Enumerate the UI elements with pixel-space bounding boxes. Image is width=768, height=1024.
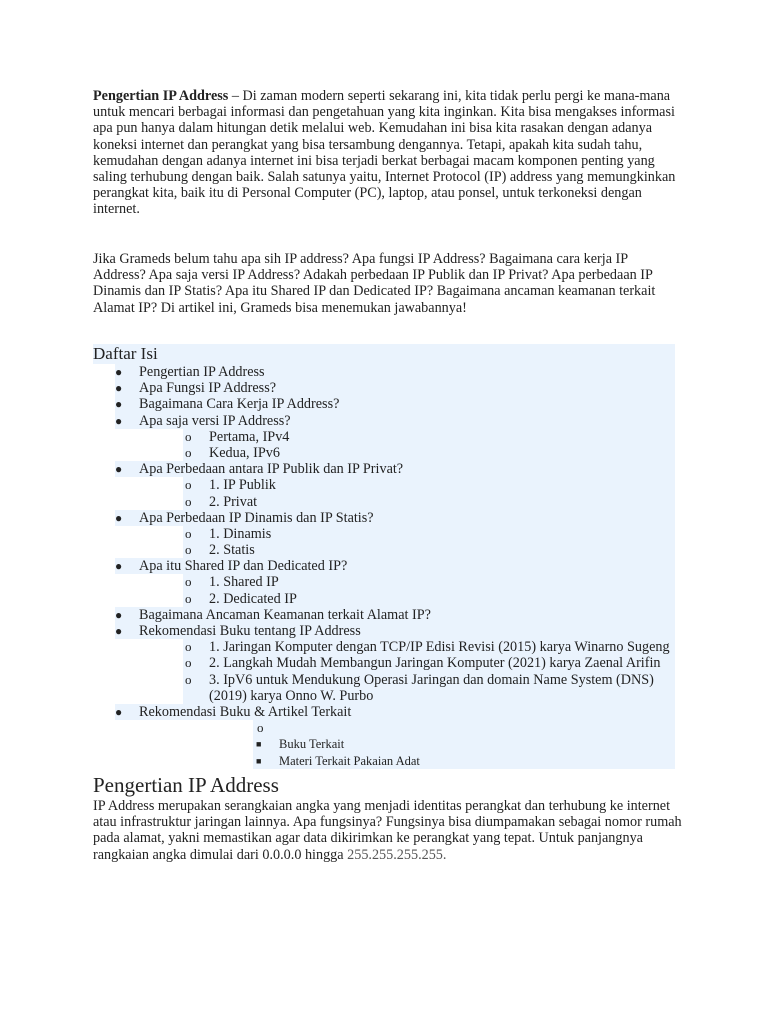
section-body-text: IP Address merupakan serangkaian angka yang menjadi identitas perangkat dan terhubung ke internet atau infrastruktur jaringan lainnya. Apa fungsinya? Fungsinya bisa diumpamakan sebagai nomor rumah pada alamat, yakni memastikan agar data dikirimkan ke perangkat yang tepat. Untuk panjangnya rangkaian angka dimulai dari 0.0.0.0 hingga — [93, 798, 682, 863]
toc-item-label: 2. Statis — [209, 542, 255, 559]
section-body — [93, 798, 683, 863]
square-bullet-icon: ■ — [256, 739, 262, 750]
toc-item-label: Bagaimana Cara Kerja IP Address? — [139, 396, 340, 413]
circle-bullet-icon: o — [185, 590, 192, 606]
toc-item[interactable] — [93, 720, 675, 736]
toc-item[interactable] — [93, 591, 675, 607]
toc-title: Daftar Isi — [93, 344, 675, 364]
bullet-icon: ● — [115, 624, 123, 638]
intro-paragraph — [93, 88, 683, 218]
toc-item-label: 3. IpV6 untuk Mendukung Operasi Jaringan dan domain Name System (DNS) (2019) karya Onno W. Purbo — [209, 671, 654, 704]
table-of-contents — [93, 344, 675, 769]
toc-item-label: 1. IP Publik — [209, 477, 276, 494]
toc-item-label: Apa Perbedaan antara IP Publik dan IP Privat? — [139, 461, 404, 478]
bullet-icon: ● — [115, 381, 123, 396]
toc-item-label: 1. Jaringan Komputer dengan TCP/IP Edisi Revisi (2015) karya Winarno Sugeng — [209, 639, 670, 656]
toc-item[interactable] — [93, 429, 675, 445]
toc-item-label: 1. Dinamis — [209, 525, 272, 542]
intro-text: Di zaman modern seperti sekarang ini, kita tidak perlu pergi ke mana-mana untuk mencari berbagai informasi dan pengetahuan yang kita inginkan. Kita bisa mengakses informasi apa pun hanya dalam hitungan detik melalui web. Kemudahan ini bisa kita rasakan dengan adanya koneksi internet dan perangkat yang bisa tersambung dengannya. Tetapi, apakah kita sudah tahu, kemudahan dengan adanya internet ini bisa terjadi berkat berbagai macam komponen penting yang saling terhubung dengan baik. Salah satunya yaitu, Internet Protocol (IP) address yang memungkinkan perangkat kita, baik itu di Personal Computer (PC), laptop, atau ponsel, untuk terkoneksi dengan internet. — [93, 88, 676, 218]
toc-item[interactable] — [93, 542, 675, 558]
circle-bullet-icon: o — [185, 671, 192, 687]
toc-item[interactable] — [93, 574, 675, 590]
bullet-icon: ● — [115, 510, 123, 525]
toc-item[interactable] — [93, 736, 675, 752]
toc-item[interactable] — [93, 623, 675, 639]
bullet-icon: ● — [115, 559, 123, 574]
circle-bullet-icon: o — [185, 655, 192, 671]
toc-item[interactable] — [93, 364, 675, 380]
toc-item[interactable] — [93, 672, 675, 704]
toc-item[interactable] — [93, 477, 675, 493]
toc-item[interactable] — [93, 526, 675, 542]
toc-item-label: Apa Fungsi IP Address? — [139, 380, 277, 397]
toc-item[interactable] — [93, 753, 675, 769]
toc-item-label: Rekomendasi Buku tentang IP Address — [139, 623, 361, 639]
ip-range-end: 255.255.255.255. — [347, 846, 447, 863]
intro-term: Pengertian IP Address — [93, 88, 229, 104]
circle-bullet-icon: o — [185, 428, 192, 444]
toc-item[interactable] — [93, 704, 675, 720]
toc-item-label: Materi Terkait Pakaian Adat — [279, 753, 420, 768]
toc-item[interactable] — [93, 494, 675, 510]
circle-bullet-icon: o — [257, 720, 264, 736]
circle-bullet-icon: o — [185, 525, 192, 541]
bullet-icon: ● — [115, 462, 123, 477]
bullet-icon: ● — [115, 704, 123, 719]
circle-bullet-icon: o — [185, 444, 192, 460]
circle-bullet-icon: o — [185, 477, 192, 493]
toc-item[interactable] — [93, 655, 675, 671]
intro-dash: – — [228, 88, 243, 104]
toc-item[interactable] — [93, 413, 675, 429]
toc-item-highlight — [253, 720, 675, 736]
toc-item[interactable] — [93, 396, 675, 412]
circle-bullet-icon: o — [185, 639, 192, 655]
toc-item[interactable] — [93, 558, 675, 574]
toc-list — [93, 364, 675, 769]
square-bullet-icon: ■ — [256, 755, 262, 766]
circle-bullet-icon: o — [185, 574, 192, 590]
circle-bullet-icon: o — [185, 542, 192, 558]
toc-item-label: Buku Terkait — [279, 737, 345, 752]
toc-item-label: 1. Shared IP — [209, 574, 279, 591]
toc-item-label: Apa itu Shared IP dan Dedicated IP? — [139, 558, 348, 575]
bullet-icon: ● — [115, 365, 123, 379]
toc-item-label: Apa saja versi IP Address? — [139, 412, 291, 429]
toc-item-label: Pengertian IP Address — [139, 364, 265, 380]
toc-item-label: Bagaimana Ancaman Keamanan terkait Alamat IP? — [139, 606, 431, 623]
toc-item-label: Pertama, IPv4 — [209, 428, 290, 445]
toc-item[interactable] — [93, 445, 675, 461]
toc-item-label: Apa Perbedaan IP Dinamis dan IP Statis? — [139, 509, 374, 526]
section-title: Pengertian IP Address — [93, 773, 279, 797]
bullet-icon: ● — [115, 607, 123, 622]
toc-item[interactable] — [93, 639, 675, 655]
toc-item-label: 2. Dedicated IP — [209, 590, 297, 607]
circle-bullet-icon: o — [185, 493, 192, 509]
toc-item-label: Kedua, IPv6 — [209, 444, 280, 461]
toc-item-label: 2. Privat — [209, 493, 258, 510]
toc-item-label: 2. Langkah Mudah Membangun Jaringan Komputer (2021) karya Zaenal Arifin — [209, 655, 661, 672]
toc-item[interactable] — [93, 607, 675, 623]
bullet-icon: ● — [115, 413, 123, 428]
toc-item[interactable] — [93, 461, 675, 477]
toc-item[interactable] — [93, 380, 675, 396]
bullet-icon: ● — [115, 397, 123, 412]
intro-questions-paragraph: Jika Grameds belum tahu apa sih IP address? Apa fungsi IP Address? Bagaimana cara kerja IP Address? Apa saja versi IP Address? Adakah perbedaan IP Publik dan IP Privat? Apa perbedaan IP Dinamis dan IP Statis? Apa itu Shared IP dan Dedicated IP? Bagaimana ancaman keamanan terkait Alamat IP? Di artikel ini, Grameds bisa menemukan jawabannya! — [93, 251, 656, 316]
toc-item[interactable] — [93, 510, 675, 526]
toc-item-label: Rekomendasi Buku & Artikel Terkait — [139, 703, 352, 720]
